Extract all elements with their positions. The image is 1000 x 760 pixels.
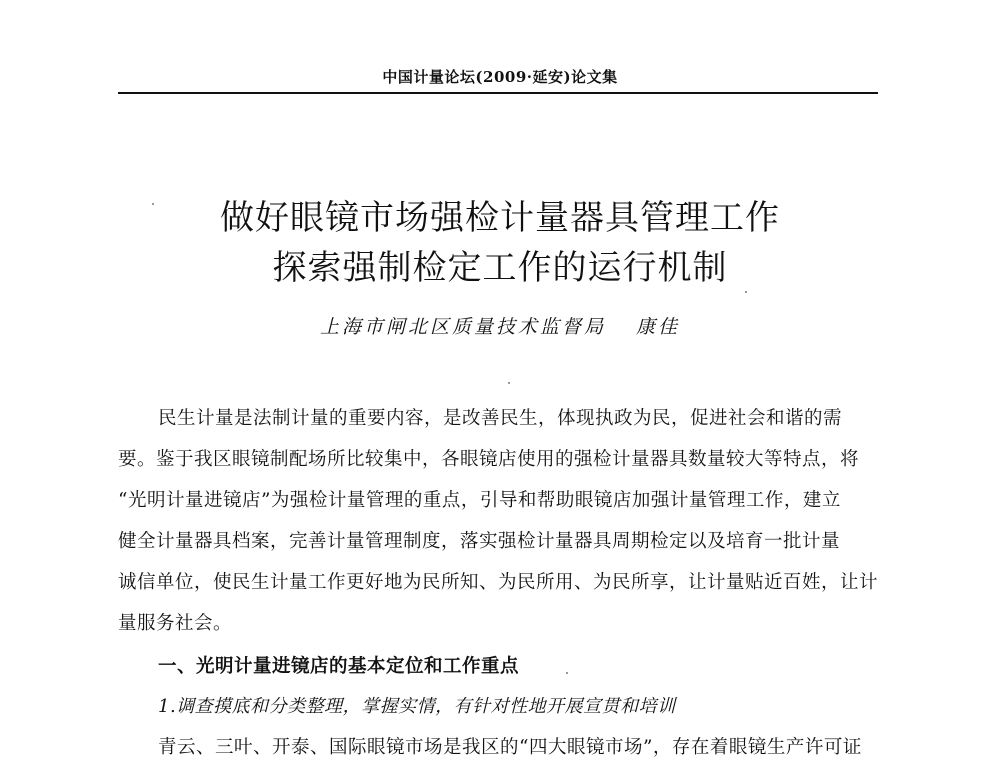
running-header: 中国计量论坛(2009·延安)论文集	[382, 68, 618, 86]
paragraph-line: 量服务社会。	[118, 613, 233, 634]
header-rule	[118, 92, 878, 94]
title-line-2: 探索强制检定工作的运行机制	[272, 248, 728, 288]
paragraph-line: 健全计量器具档案，完善计量管理制度，落实强检计量器具周期检定以及培育一批计量	[118, 531, 841, 552]
scan-speck	[566, 672, 568, 674]
scan-speck	[745, 291, 747, 293]
byline-author: 康佳	[636, 316, 681, 338]
paragraph-line: “光明计量进镜店”为强检计量管理的重点，引导和帮助眼镜店加强计量管理工作，建立	[118, 490, 841, 511]
section-heading: 一、光明计量进镜店的基本定位和工作重点	[158, 656, 520, 677]
paragraph-line: 诚信单位，使民生计量工作更好地为民所知、为民所用、为民所享，让计量贴近百姓，让计	[118, 572, 879, 593]
subsection-heading: 1.调查摸底和分类整理，掌握实情，有针对性地开展宣贯和培训	[158, 696, 676, 717]
paragraph-line: 青云、三叶、开泰、国际眼镜市场是我区的“四大眼镜市场”，存在着眼镜生产许可证	[158, 737, 862, 758]
paragraph-line: 民生计量是法制计量的重要内容，是改善民生，体现执政为民，促进社会和谐的需	[158, 408, 843, 429]
byline-organization: 上海市闸北区质量技术监督局	[319, 316, 606, 338]
scan-speck	[508, 382, 510, 384]
paragraph-line: 要。鉴于我区眼镜制配场所比较集中，各眼镜店使用的强检计量器具数量较大等特点，将	[118, 449, 860, 470]
title-line-1: 做好眼镜市场强检计量器具管理工作	[220, 198, 780, 238]
scan-speck	[152, 203, 154, 205]
byline	[0, 312, 1000, 339]
